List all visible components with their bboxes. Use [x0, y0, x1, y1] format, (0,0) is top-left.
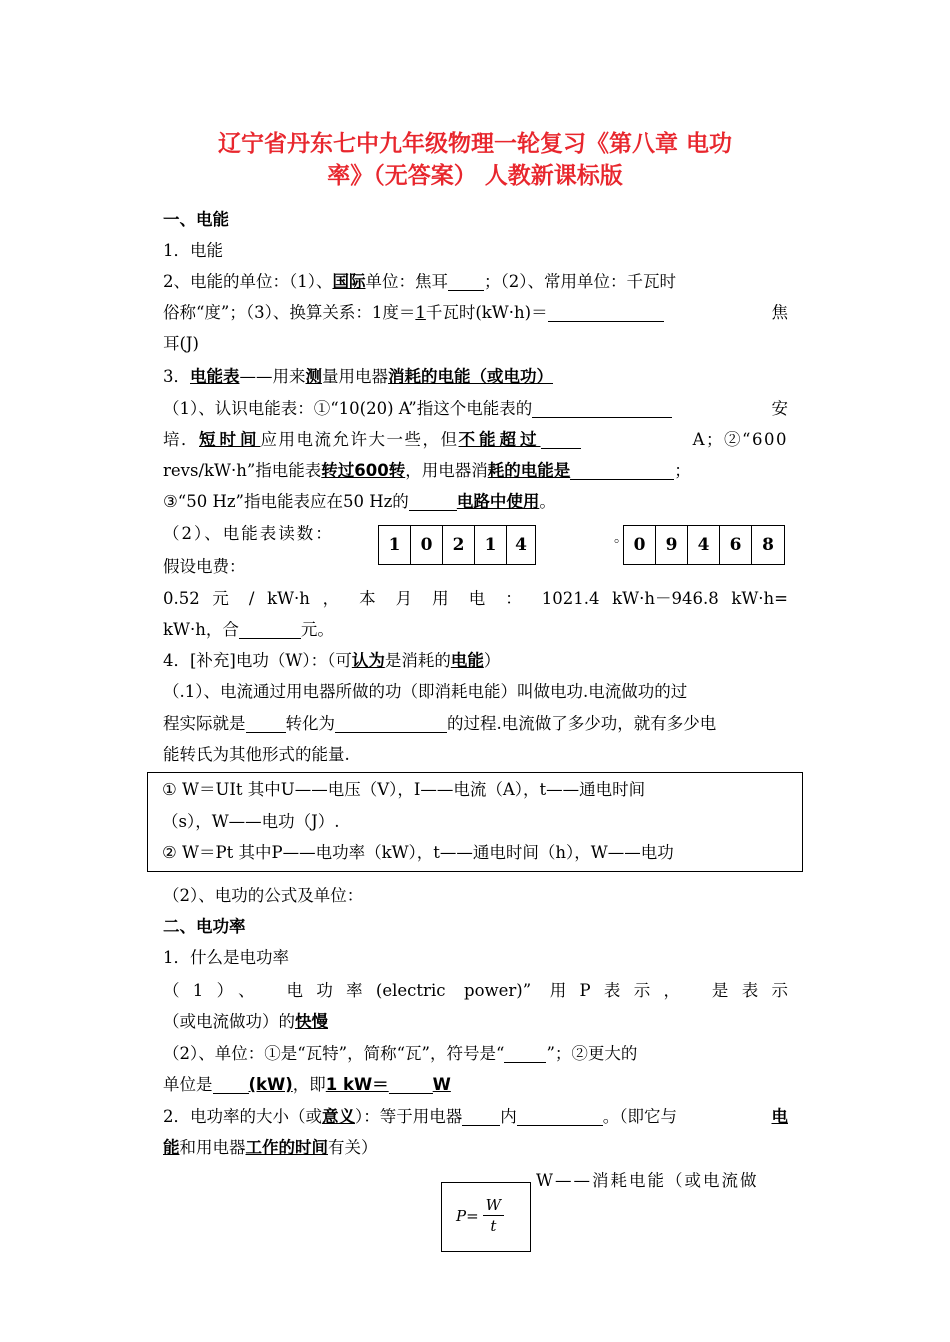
text: 4．[补充]电功（W）：（可 — [163, 651, 352, 670]
power-unit-line2 — [163, 1070, 788, 1100]
text-emphasis: 意义 — [322, 1107, 355, 1126]
meter-digit: 8 — [762, 535, 774, 555]
text: 焦 — [771, 303, 788, 322]
text: kW·h，合 — [163, 620, 239, 639]
text: 培． — [163, 430, 199, 449]
item-2-2-line2 — [163, 1133, 788, 1163]
text-emphasis: 1 kW＝ — [325, 1075, 389, 1094]
electric-work-line3: 能转氏为其他形式的能量. — [163, 745, 350, 764]
text: ，用电器消 — [405, 461, 488, 480]
text: 量用电器 — [322, 367, 388, 386]
item-1-4-2: （2）、电功的公式及单位： — [163, 886, 364, 905]
formula-fraction — [483, 1195, 504, 1236]
text-emphasis: 1 — [415, 303, 426, 322]
text-emphasis: 短时间 — [199, 430, 261, 449]
text: revs/kW·h”指电能表 — [163, 461, 322, 480]
text-emphasis: 电 — [771, 1107, 788, 1126]
power-def-line1: （1）、 电功率(electric power)” 用P表示， 是表示 — [163, 981, 788, 1000]
text-emphasis: 测 — [305, 367, 322, 386]
meter-desc-line1 — [163, 394, 788, 424]
text: 和用电器 — [179, 1138, 246, 1157]
power-formula — [456, 1195, 504, 1236]
fill-blank — [389, 1073, 433, 1094]
fill-blank — [548, 301, 664, 322]
section-2-heading: 二、电功率 — [163, 917, 246, 936]
item-1-3-heading: 3．电能表——用来测量用电器消耗的电能（或电功） — [163, 367, 553, 386]
fill-blank — [570, 459, 674, 480]
text-emphasis: 认为 — [351, 651, 385, 670]
text: 单位：焦耳 — [365, 272, 448, 291]
meter-reading-label: （2）、电能表读数： — [163, 524, 334, 543]
text: 有关） — [328, 1138, 378, 1157]
fill-blank — [239, 618, 301, 639]
text-emphasis: 耗的电能是 — [487, 461, 571, 480]
fill-blank — [246, 712, 286, 733]
meter-digit: 1 — [379, 526, 411, 564]
fill-blank — [448, 270, 484, 291]
fill-blank — [517, 1105, 603, 1126]
section-1-heading: 一、电能 — [163, 210, 229, 229]
text: 是消耗的 — [384, 651, 451, 670]
fee-calc-line1: 0.52 元 / kW·h ， 本 月 用 电 ： 1021.4 kW·h－946.8 kW·h= — [163, 589, 788, 608]
text-emphasis: (kW) — [248, 1075, 293, 1094]
text: 内 — [500, 1107, 517, 1126]
item-1-1: 1．电能 — [163, 241, 223, 260]
text-emphasis: 电路中使用 — [456, 492, 540, 511]
text: 俗称“度”；（3）、换算关系：1度＝ — [163, 303, 416, 322]
formula-lhs: P= — [456, 1206, 479, 1225]
text: 应用电流允许大一些，但 — [260, 430, 459, 449]
fill-blank — [504, 1042, 546, 1063]
text: 元。 — [300, 620, 334, 639]
meter-digit: 9 — [656, 526, 688, 564]
text: 2．电功率的大小（或 — [163, 1107, 322, 1126]
text: 2、电能的单位：（1）、 — [163, 272, 333, 291]
text-emphasis: 消耗的电能（或电功） — [388, 367, 553, 386]
text: ；（2）、常用单位：千瓦时 — [484, 272, 676, 291]
electric-work-line2 — [163, 709, 788, 739]
text: 千瓦时(kW·h)＝ — [425, 303, 548, 322]
text: 。（即它与 — [602, 1107, 677, 1126]
fill-blank — [213, 1073, 249, 1094]
fill-blank — [532, 397, 672, 418]
meter-digit: 4 — [688, 526, 720, 564]
text: ）：等于用电器 — [355, 1107, 463, 1126]
item-1-2-line2 — [163, 298, 788, 328]
text: 。 — [539, 492, 556, 511]
meter-desc-line3 — [163, 456, 788, 486]
fill-blank — [462, 1105, 500, 1126]
meter-digit: 0 — [411, 526, 443, 564]
meter-digit: 4 — [515, 535, 527, 555]
text: 的过程.电流做了多少功，就有多少电 — [447, 714, 717, 733]
power-formula-box — [441, 1182, 531, 1252]
item-2-1: 1．什么是电功率 — [163, 948, 289, 967]
text: 转化为 — [285, 714, 335, 733]
text: ③“50 Hz”指电能表应在50 Hz的 — [163, 492, 409, 511]
text-emphasis: W — [432, 1075, 451, 1094]
text: ，即 — [292, 1075, 326, 1094]
text: （或电流做功）的 — [163, 1012, 295, 1031]
meter-reading-2 — [623, 525, 785, 565]
power-unit-line1 — [163, 1039, 788, 1069]
text: ； — [674, 461, 691, 480]
fee-calc-line2 — [163, 615, 788, 645]
formula-row-3: ② W＝Pt 其中P——电功率（kW），t——通电时间（h），W——电功 — [162, 843, 674, 862]
power-def-line2 — [163, 1007, 788, 1037]
meter-desc-line2 — [163, 425, 788, 455]
text: 安 — [771, 399, 788, 418]
text-emphasis: 工作的时间 — [245, 1138, 328, 1157]
formula-row-2: （s），W——电功（J）. — [162, 812, 340, 831]
item-1-2-line1 — [163, 267, 788, 297]
formula-box — [147, 772, 803, 872]
item-2-2-line1 — [163, 1102, 788, 1132]
meter-reading-1 — [378, 525, 536, 565]
text-emphasis: 转过600转 — [321, 461, 406, 480]
w-definition: W——消耗电能（或电流做 — [536, 1171, 759, 1190]
text-emphasis: 能 — [163, 1138, 180, 1157]
meter-digit: 0 — [624, 526, 656, 564]
title-line-2: 率》（无答案） 人教新课标版 — [327, 163, 623, 189]
fill-blank — [409, 490, 457, 511]
title-line-1: 辽宁省丹东七中九年级物理一轮复习《第八章 电功 — [217, 131, 732, 157]
meter-digit: 1 — [475, 526, 507, 564]
meter-separator: 。 — [614, 530, 628, 546]
text-emphasis: 国际 — [332, 272, 366, 291]
item-1-4-heading — [163, 646, 788, 676]
meter-digit: 6 — [720, 526, 752, 564]
text: 单位是 — [163, 1075, 213, 1094]
text: ——用来 — [239, 367, 306, 386]
text-emphasis: 快慢 — [295, 1012, 328, 1031]
meter-desc-line4 — [163, 487, 788, 517]
text-emphasis: 电能 — [450, 651, 484, 670]
text: A；②“600 — [692, 430, 788, 449]
text: 程实际就是 — [163, 714, 246, 733]
text-emphasis: 电能表 — [190, 367, 240, 386]
text: （1）、认识电能表：①“10(20) A”指这个电能表的 — [163, 399, 533, 418]
meter-digit: 2 — [443, 526, 475, 564]
formula-denominator: t — [490, 1217, 497, 1235]
fill-blank — [335, 712, 447, 733]
fill-blank — [541, 428, 581, 449]
item-1-2-line3: 耳(J) — [163, 334, 199, 353]
fee-label: 假设电费： — [163, 557, 246, 576]
text: ”；②更大的 — [546, 1044, 638, 1063]
formula-numerator: W — [483, 1195, 504, 1216]
text: （2）、单位：①是“瓦特”，简称“瓦”，符号是“ — [163, 1044, 505, 1063]
text: ） — [483, 651, 501, 670]
formula-row-1: ① W＝UIt 其中U——电压（V），I——电流（A），t——通电时间 — [162, 780, 646, 799]
electric-work-line1: （.1）、电流通过用电器所做的功（即消耗电能）叫做电功.电流做功的过 — [163, 682, 688, 701]
text-emphasis: 不能超过 — [458, 430, 541, 449]
